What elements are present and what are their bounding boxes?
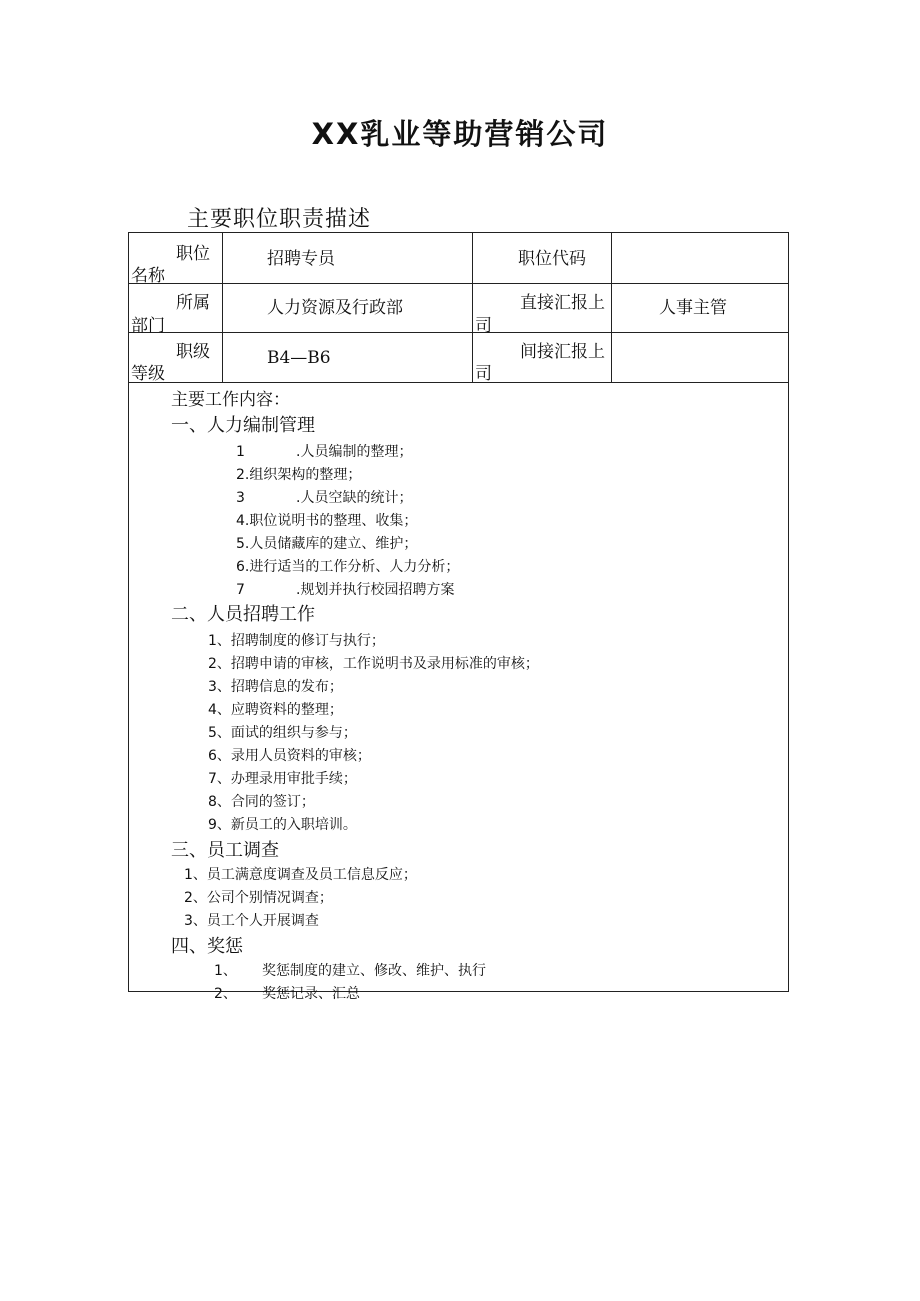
department-label-line1: 所属 [176,293,210,313]
table-divider [129,332,788,333]
list-item: 1、员工满意度调查及员工信息反应； [184,867,417,883]
job-description-table [128,232,789,1002]
list-item: 5、面试的组织与参与； [208,725,357,741]
list-item: 4、应聘资料的整理； [208,702,343,718]
list-item: 7 .规划并执行校园招聘方案 [236,582,455,598]
table-divider [472,233,473,383]
list-item: 2、招聘申请的审核，工作说明书及录用标准的审核； [208,656,539,672]
indirect-report-label-line2: 司 [475,364,492,384]
list-item: 3、员工个人开展调查 [184,913,319,929]
section-heading: 二、人员招聘工作 [171,604,315,625]
table-divider [129,382,788,383]
list-item: 1、招聘制度的修订与执行； [208,633,385,649]
direct-report-value: 人事主管 [659,298,727,318]
list-item: 1、 奖惩制度的建立、修改、维护、执行 [214,963,486,979]
department-label-line2: 部门 [131,316,165,336]
list-item: 3 .人员空缺的统计； [236,490,413,506]
list-item: 5.人员储藏库的建立、维护； [236,536,418,552]
grade-label-line2: 等级 [131,364,165,384]
list-item: 7、办理录用审批手续； [208,771,357,787]
position-name-label-line2: 名称 [131,266,165,286]
list-item: 3、招聘信息的发布； [208,679,343,695]
grade-label-line1: 职级 [176,342,210,362]
position-code-label: 职位代码 [518,249,586,269]
direct-report-label-line1: 直接汇报上 [520,293,605,313]
list-item: 2.组织架构的整理； [236,467,362,483]
section-heading: 一、人力编制管理 [171,415,315,436]
table-divider [222,233,223,383]
document-subtitle: 主要职位职责描述 [187,207,372,232]
list-item: 8、合同的签订； [208,794,315,810]
position-name-value: 招聘专员 [267,249,335,269]
position-name-label-line1: 职位 [176,244,210,264]
list-item: 2、公司个别情况调查； [184,890,333,906]
list-item: 6、录用人员资料的审核； [208,748,371,764]
list-item: 9、新员工的入职培训。 [208,817,357,833]
list-item: 1 .人员编制的整理； [236,444,413,460]
department-value: 人力资源及行政部 [267,298,403,318]
table-divider [129,283,788,284]
grade-value: B4—B6 [267,348,331,368]
company-title: XX乳业等助营销公司 [311,117,609,151]
work-content-intro: 主要工作内容： [171,390,290,410]
list-item: 2、 奖惩记录、汇总 [214,986,360,1002]
table-divider [611,233,612,383]
list-item: 6.进行适当的工作分析、人力分析； [236,559,460,575]
direct-report-label-line2: 司 [475,316,492,336]
section-heading: 四、奖惩 [171,936,243,957]
section-heading: 三、员工调查 [171,840,279,861]
list-item: 4.职位说明书的整理、收集； [236,513,418,529]
indirect-report-label-line1: 间接汇报上 [520,342,605,362]
